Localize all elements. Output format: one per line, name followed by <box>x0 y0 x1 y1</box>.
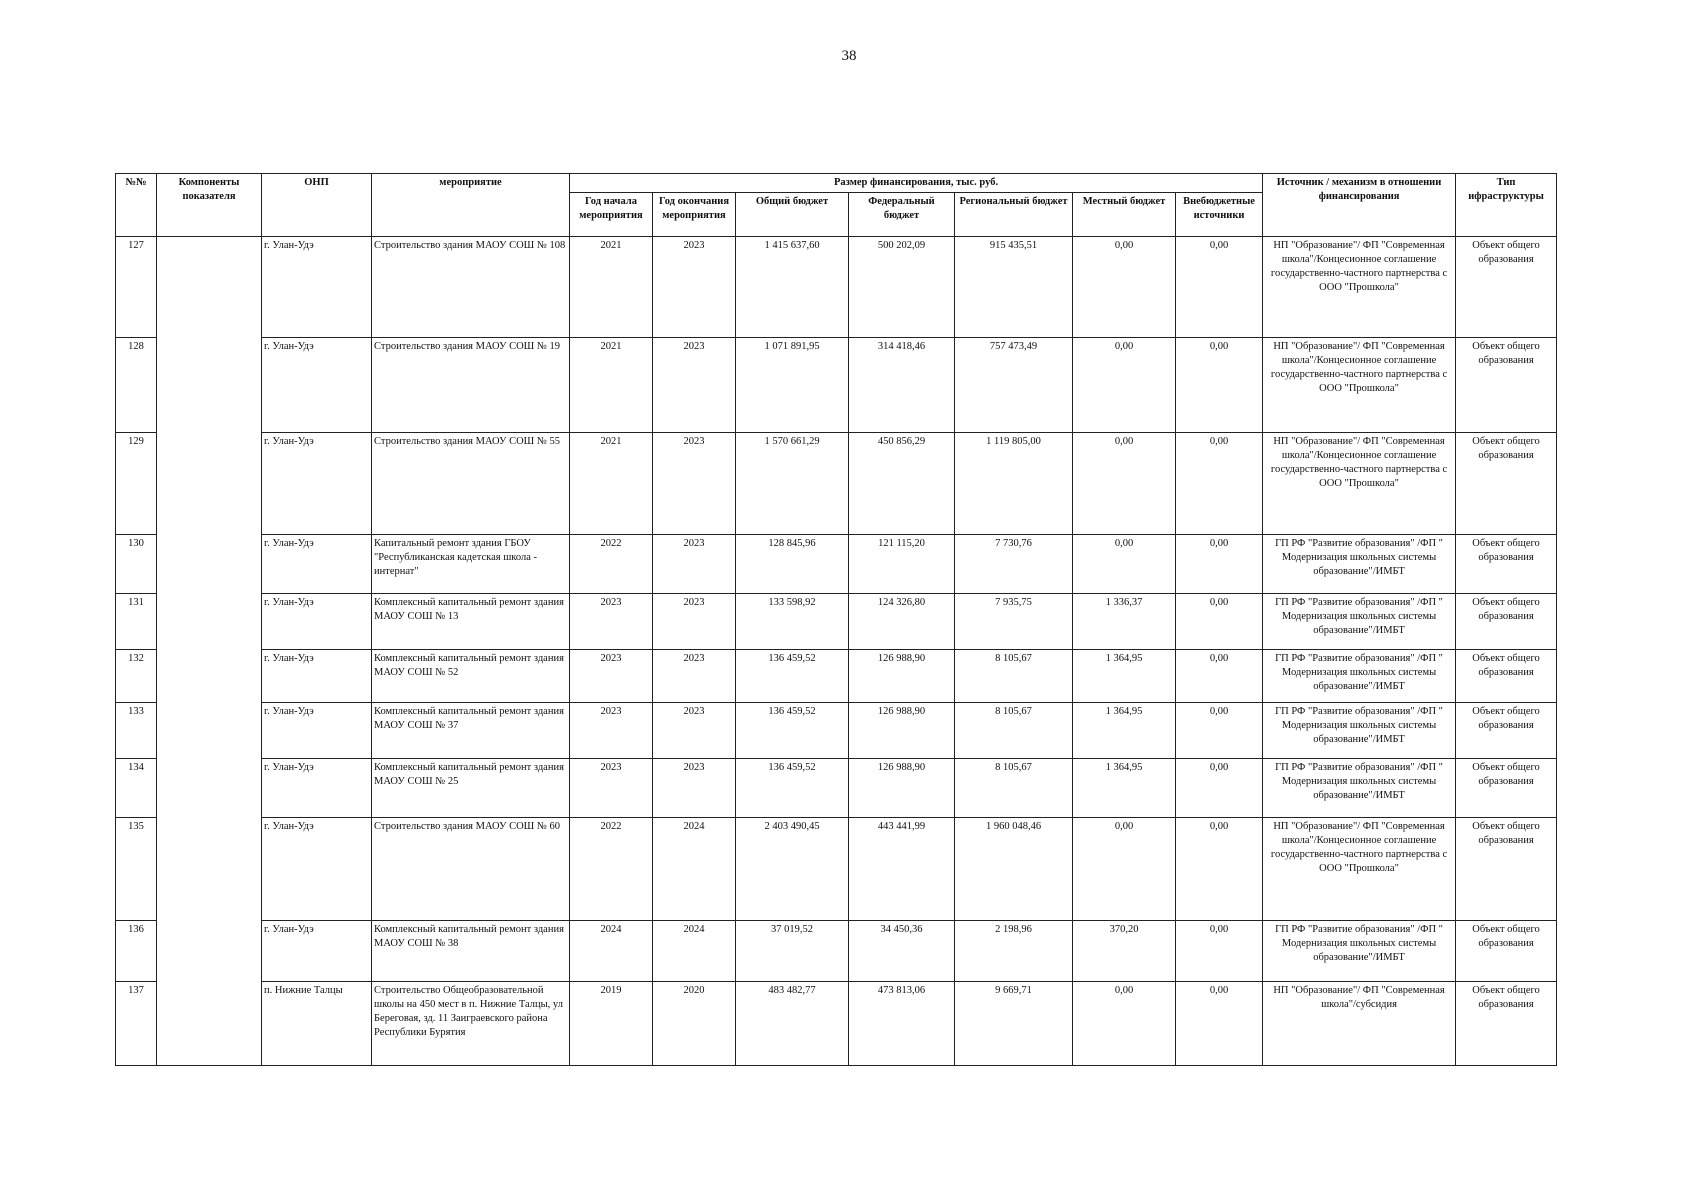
header-component: Компоненты показателя <box>157 174 262 237</box>
cell-onp: п. Нижние Талцы <box>262 982 372 1066</box>
cell-infra: Объект общего образования <box>1456 433 1557 535</box>
financing-table <box>115 173 1557 1066</box>
cell-onp: г. Улан-Удэ <box>262 594 372 650</box>
cell-extra: 0,00 <box>1176 237 1263 338</box>
cell-num: 130 <box>116 535 157 594</box>
header-year-end: Год окончания мероприятия <box>653 193 736 237</box>
cell-onp: г. Улан-Удэ <box>262 535 372 594</box>
cell-local: 0,00 <box>1073 818 1176 921</box>
cell-year-start: 2023 <box>570 703 653 759</box>
cell-event: Комплексный капитальный ремонт здания МАОУ СОШ № 52 <box>372 650 570 703</box>
cell-regional: 8 105,67 <box>955 650 1073 703</box>
header-infra-type: Тип ифраструктуры <box>1456 174 1557 237</box>
cell-event: Строительство здания МАОУ СОШ № 19 <box>372 338 570 433</box>
cell-federal: 314 418,46 <box>849 338 955 433</box>
table-row <box>116 703 1557 759</box>
cell-source: ГП РФ "Развитие образования" /ФП " Модернизация школьных системы образование"/ИМБТ <box>1263 703 1456 759</box>
cell-total: 136 459,52 <box>736 759 849 818</box>
cell-extra: 0,00 <box>1176 650 1263 703</box>
cell-year-end: 2024 <box>653 818 736 921</box>
cell-event: Строительство здания МАОУ СОШ № 55 <box>372 433 570 535</box>
table-row <box>116 433 1557 535</box>
cell-event: Капитальный ремонт здания ГБОУ "Республиканская кадетская школа - интернат" <box>372 535 570 594</box>
cell-total: 483 482,77 <box>736 982 849 1066</box>
cell-total: 133 598,92 <box>736 594 849 650</box>
header-event: мероприятие <box>372 174 570 237</box>
cell-onp: г. Улан-Удэ <box>262 433 372 535</box>
cell-infra: Объект общего образования <box>1456 535 1557 594</box>
cell-source: НП "Образование"/ ФП "Современная школа"/Концесионное соглашение государственно-частного партнерства с ООО "Прошкола" <box>1263 433 1456 535</box>
header-onp: ОНП <box>262 174 372 237</box>
cell-year-end: 2020 <box>653 982 736 1066</box>
cell-source: ГП РФ "Развитие образования" /ФП " Модернизация школьных системы образование"/ИМБТ <box>1263 594 1456 650</box>
cell-source: ГП РФ "Развитие образования" /ФП " Модернизация школьных системы образование"/ИМБТ <box>1263 921 1456 982</box>
header-source: Источник / механизм в отношении финансирования <box>1263 174 1456 237</box>
cell-local: 370,20 <box>1073 921 1176 982</box>
cell-extra: 0,00 <box>1176 535 1263 594</box>
cell-extra: 0,00 <box>1176 433 1263 535</box>
cell-federal: 500 202,09 <box>849 237 955 338</box>
cell-num: 133 <box>116 703 157 759</box>
cell-extra: 0,00 <box>1176 982 1263 1066</box>
cell-local: 0,00 <box>1073 982 1176 1066</box>
cell-year-start: 2023 <box>570 650 653 703</box>
table-body <box>116 237 1557 1066</box>
cell-num: 127 <box>116 237 157 338</box>
cell-federal: 473 813,06 <box>849 982 955 1066</box>
cell-year-end: 2023 <box>653 433 736 535</box>
cell-source: НП "Образование"/ ФП "Современная школа"/Концесионное соглашение государственно-частного партнерства с ООО "Прошкола" <box>1263 237 1456 338</box>
cell-year-start: 2019 <box>570 982 653 1066</box>
cell-onp: г. Улан-Удэ <box>262 237 372 338</box>
cell-total: 128 845,96 <box>736 535 849 594</box>
header-extra: Внебюджетные источники <box>1176 193 1263 237</box>
cell-total: 2 403 490,45 <box>736 818 849 921</box>
cell-year-start: 2023 <box>570 594 653 650</box>
table-row <box>116 535 1557 594</box>
table-row <box>116 759 1557 818</box>
cell-extra: 0,00 <box>1176 594 1263 650</box>
cell-local: 1 364,95 <box>1073 703 1176 759</box>
cell-onp: г. Улан-Удэ <box>262 338 372 433</box>
cell-extra: 0,00 <box>1176 759 1263 818</box>
cell-year-end: 2023 <box>653 650 736 703</box>
cell-federal: 121 115,20 <box>849 535 955 594</box>
header-financing: Размер финансирования, тыс. руб. <box>570 174 1263 193</box>
cell-regional: 7 935,75 <box>955 594 1073 650</box>
cell-total: 37 019,52 <box>736 921 849 982</box>
header-regional: Региональный бюджет <box>955 193 1073 237</box>
table-row <box>116 338 1557 433</box>
cell-event: Строительство Общеобразовательной школы на 450 мест в п. Нижние Талцы, ул Береговая, зд. 11 Заиграевского района Республики Бурятия <box>372 982 570 1066</box>
cell-extra: 0,00 <box>1176 338 1263 433</box>
cell-regional: 757 473,49 <box>955 338 1073 433</box>
cell-onp: г. Улан-Удэ <box>262 703 372 759</box>
cell-num: 129 <box>116 433 157 535</box>
cell-infra: Объект общего образования <box>1456 921 1557 982</box>
table-row <box>116 921 1557 982</box>
cell-source: ГП РФ "Развитие образования" /ФП " Модернизация школьных системы образование"/ИМБТ <box>1263 650 1456 703</box>
cell-num: 131 <box>116 594 157 650</box>
cell-event: Строительство здания МАОУ СОШ № 108 <box>372 237 570 338</box>
cell-year-start: 2021 <box>570 433 653 535</box>
table-row <box>116 594 1557 650</box>
cell-year-end: 2024 <box>653 921 736 982</box>
cell-total: 1 071 891,95 <box>736 338 849 433</box>
cell-regional: 2 198,96 <box>955 921 1073 982</box>
cell-local: 0,00 <box>1073 433 1176 535</box>
cell-year-start: 2023 <box>570 759 653 818</box>
cell-infra: Объект общего образования <box>1456 759 1557 818</box>
cell-total: 136 459,52 <box>736 650 849 703</box>
cell-infra: Объект общего образования <box>1456 703 1557 759</box>
cell-regional: 1 960 048,46 <box>955 818 1073 921</box>
cell-onp: г. Улан-Удэ <box>262 818 372 921</box>
cell-year-end: 2023 <box>653 535 736 594</box>
header-federal: Федеральный бюджет <box>849 193 955 237</box>
cell-federal: 443 441,99 <box>849 818 955 921</box>
cell-infra: Объект общего образования <box>1456 982 1557 1066</box>
page-number: 38 <box>841 48 857 64</box>
cell-year-start: 2022 <box>570 535 653 594</box>
cell-extra: 0,00 <box>1176 703 1263 759</box>
cell-source: ГП РФ "Развитие образования" /ФП " Модернизация школьных системы образование"/ИМБТ <box>1263 535 1456 594</box>
cell-year-start: 2022 <box>570 818 653 921</box>
cell-event: Строительство здания МАОУ СОШ № 60 <box>372 818 570 921</box>
cell-event: Комплексный капитальный ремонт здания МАОУ СОШ № 37 <box>372 703 570 759</box>
cell-federal: 450 856,29 <box>849 433 955 535</box>
cell-year-end: 2023 <box>653 703 736 759</box>
cell-regional: 7 730,76 <box>955 535 1073 594</box>
cell-regional: 9 669,71 <box>955 982 1073 1066</box>
cell-local: 0,00 <box>1073 535 1176 594</box>
cell-local: 0,00 <box>1073 237 1176 338</box>
cell-extra: 0,00 <box>1176 921 1263 982</box>
cell-source: НП "Образование"/ ФП "Современная школа"/Концесионное соглашение государственно-частного партнерства с ООО "Прошкола" <box>1263 338 1456 433</box>
table-row <box>116 982 1557 1066</box>
cell-infra: Объект общего образования <box>1456 594 1557 650</box>
cell-local: 1 336,37 <box>1073 594 1176 650</box>
cell-num: 136 <box>116 921 157 982</box>
cell-total: 136 459,52 <box>736 703 849 759</box>
cell-year-end: 2023 <box>653 759 736 818</box>
header-num: №№ <box>116 174 157 237</box>
cell-federal: 126 988,90 <box>849 650 955 703</box>
table-row <box>116 818 1557 921</box>
cell-federal: 34 450,36 <box>849 921 955 982</box>
cell-num: 128 <box>116 338 157 433</box>
cell-infra: Объект общего образования <box>1456 650 1557 703</box>
cell-source: НП "Образование"/ ФП "Современная школа"/субсидия <box>1263 982 1456 1066</box>
cell-onp: г. Улан-Удэ <box>262 759 372 818</box>
cell-extra: 0,00 <box>1176 818 1263 921</box>
cell-total: 1 415 637,60 <box>736 237 849 338</box>
cell-federal: 124 326,80 <box>849 594 955 650</box>
cell-regional: 8 105,67 <box>955 703 1073 759</box>
cell-local: 1 364,95 <box>1073 759 1176 818</box>
cell-year-start: 2021 <box>570 338 653 433</box>
cell-infra: Объект общего образования <box>1456 237 1557 338</box>
cell-onp: г. Улан-Удэ <box>262 650 372 703</box>
cell-source: ГП РФ "Развитие образования" /ФП " Модернизация школьных системы образование"/ИМБТ <box>1263 759 1456 818</box>
cell-year-start: 2021 <box>570 237 653 338</box>
cell-num: 135 <box>116 818 157 921</box>
table-row <box>116 650 1557 703</box>
cell-num: 137 <box>116 982 157 1066</box>
header-total: Общий бюджет <box>736 193 849 237</box>
cell-source: НП "Образование"/ ФП "Современная школа"/Концесионное соглашение государственно-частного партнерства с ООО "Прошкола" <box>1263 818 1456 921</box>
cell-infra: Объект общего образования <box>1456 818 1557 921</box>
cell-year-end: 2023 <box>653 237 736 338</box>
header-local: Местный бюджет <box>1073 193 1176 237</box>
cell-regional: 1 119 805,00 <box>955 433 1073 535</box>
cell-total: 1 570 661,29 <box>736 433 849 535</box>
cell-local: 0,00 <box>1073 338 1176 433</box>
table-row <box>116 237 1557 338</box>
cell-event: Комплексный капитальный ремонт здания МАОУ СОШ № 25 <box>372 759 570 818</box>
cell-year-end: 2023 <box>653 594 736 650</box>
cell-event: Комплексный капитальный ремонт здания МАОУ СОШ № 38 <box>372 921 570 982</box>
cell-federal: 126 988,90 <box>849 759 955 818</box>
cell-local: 1 364,95 <box>1073 650 1176 703</box>
cell-federal: 126 988,90 <box>849 703 955 759</box>
header-year-start: Год начала мероприятия <box>570 193 653 237</box>
cell-num: 134 <box>116 759 157 818</box>
cell-event: Комплексный капитальный ремонт здания МАОУ СОШ № 13 <box>372 594 570 650</box>
cell-year-end: 2023 <box>653 338 736 433</box>
cell-regional: 915 435,51 <box>955 237 1073 338</box>
cell-onp: г. Улан-Удэ <box>262 921 372 982</box>
cell-infra: Объект общего образования <box>1456 338 1557 433</box>
cell-year-start: 2024 <box>570 921 653 982</box>
cell-num: 132 <box>116 650 157 703</box>
cell-component <box>157 237 262 1066</box>
cell-regional: 8 105,67 <box>955 759 1073 818</box>
